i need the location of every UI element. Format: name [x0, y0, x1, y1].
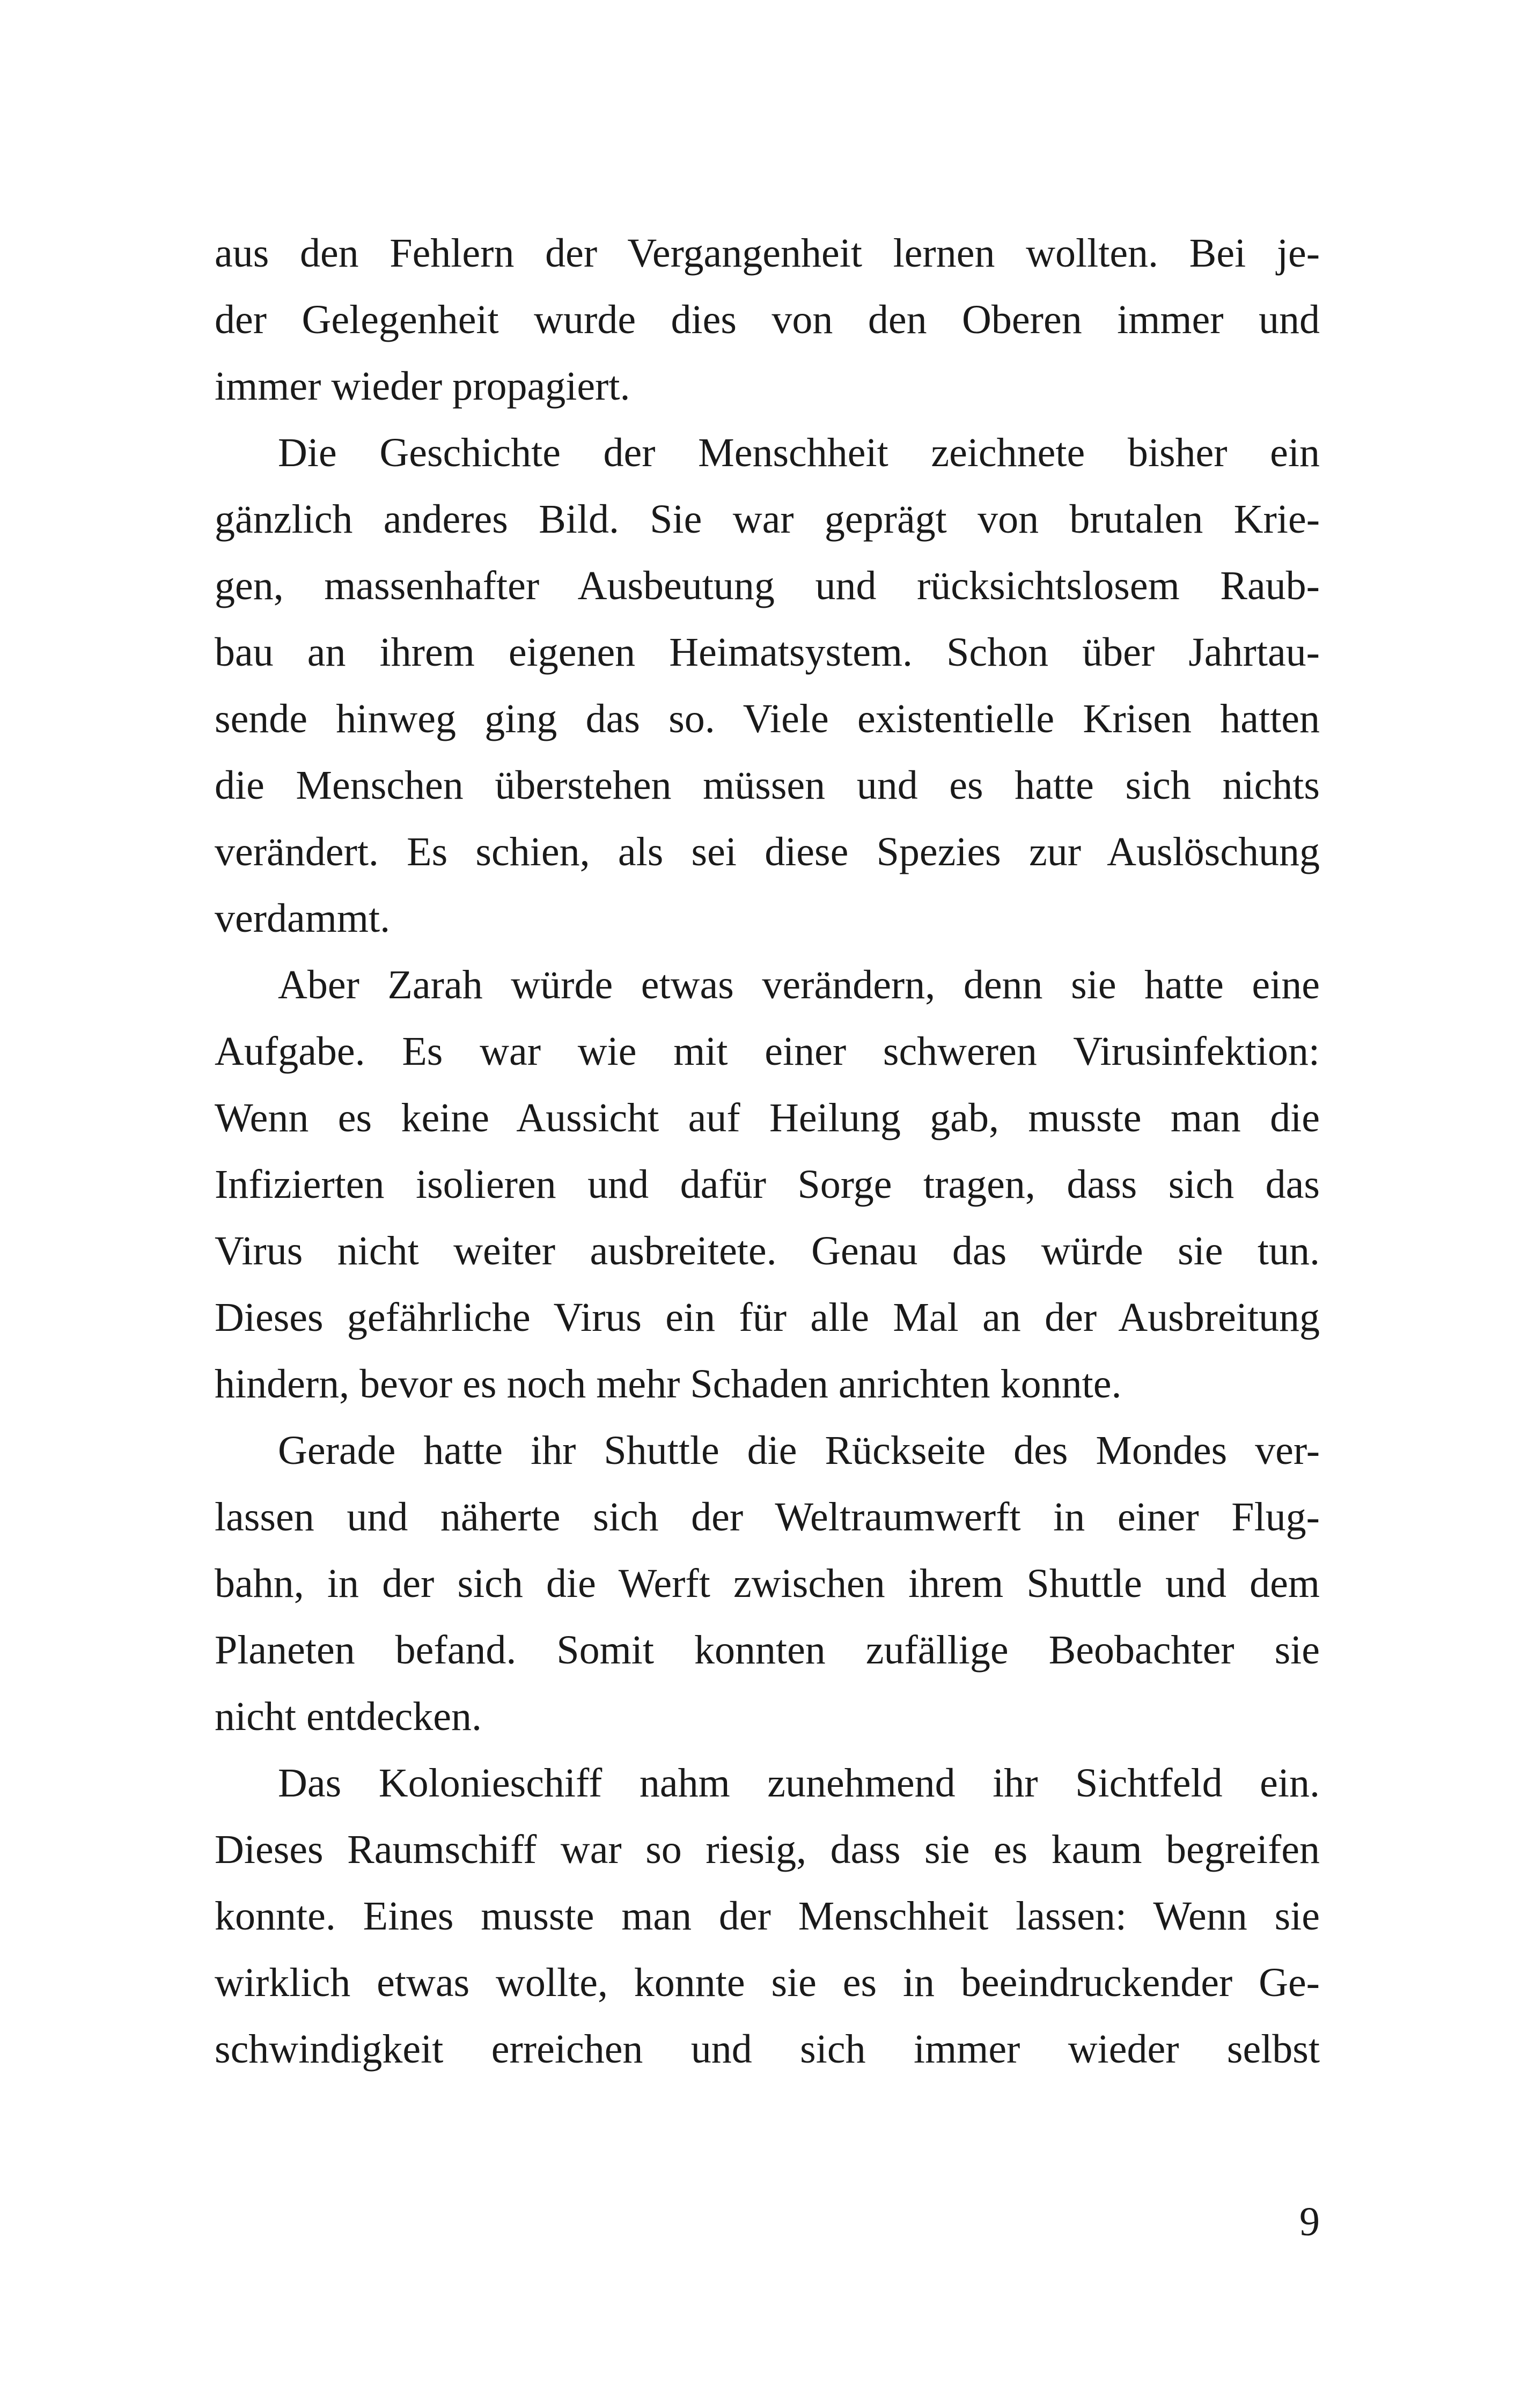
page-number: 9 — [1299, 2199, 1320, 2244]
body-text — [215, 220, 1320, 2082]
text-line: konnte. Eines musste man der Menschheit lassen: Wenn sie — [215, 1894, 1320, 1939]
text-line: hindern, bevor es noch mehr Schaden anrichten konnte. — [215, 1361, 1122, 1406]
text-line: Dieses gefährliche Virus ein für alle Mal an der Ausbreitung — [215, 1295, 1320, 1340]
text-line: verändert. Es schien, als sei diese Spezies zur Auslöschung — [215, 829, 1320, 874]
text-line: sende hinweg ging das so. Viele existentielle Krisen hatten — [215, 696, 1320, 741]
text-line: Gerade hatte ihr Shuttle die Rückseite des Mondes ver- — [278, 1428, 1320, 1473]
text-line: Infizierten isolieren und dafür Sorge tragen, dass sich das — [215, 1162, 1320, 1207]
text-line: die Menschen überstehen müssen und es hatte sich nichts — [215, 763, 1320, 808]
text-line: lassen und näherte sich der Weltraumwerft in einer Flug- — [215, 1494, 1320, 1540]
text-line: gen, massenhafter Ausbeutung und rücksichtslosem Raub- — [215, 563, 1320, 608]
text-line: schwindigkeit erreichen und sich immer wieder selbst — [215, 2027, 1320, 2072]
text-line: wirklich etwas wollte, konnte sie es in beeindruckender Ge- — [215, 1960, 1320, 2005]
text-line: bahn, in der sich die Werft zwischen ihrem Shuttle und dem — [215, 1561, 1320, 1606]
text-line: immer wieder propagiert. — [215, 364, 630, 409]
text-line: verdammt. — [215, 896, 391, 941]
text-line: der Gelegenheit wurde dies von den Oberen immer und — [215, 297, 1320, 342]
text-line: gänzlich anderes Bild. Sie war geprägt von brutalen Krie- — [215, 497, 1320, 542]
text-line: Wenn es keine Aussicht auf Heilung gab, musste man die — [215, 1095, 1320, 1140]
text-line: Aufgabe. Es war wie mit einer schweren Virusinfektion: — [215, 1029, 1320, 1074]
text-line: nicht entdecken. — [215, 1694, 482, 1739]
text-line: Dieses Raumschiff war so riesig, dass sie es kaum begreifen — [215, 1827, 1320, 1872]
text-line: Das Kolonieschiff nahm zunehmend ihr Sichtfeld ein. — [278, 1761, 1320, 1806]
text-line: Planeten befand. Somit konnten zufällige Beobachter sie — [215, 1628, 1320, 1673]
text-line: Virus nicht weiter ausbreitete. Genau das würde sie tun. — [215, 1228, 1320, 1273]
text-line: aus den Fehlern der Vergangenheit lernen wollten. Bei je- — [215, 231, 1320, 276]
text-line: Die Geschichte der Menschheit zeichnete bisher ein — [278, 430, 1320, 475]
text-line: Aber Zarah würde etwas verändern, denn sie hatte eine — [278, 962, 1320, 1007]
text-line: bau an ihrem eigenen Heimatsystem. Schon über Jahrtau- — [215, 630, 1320, 675]
